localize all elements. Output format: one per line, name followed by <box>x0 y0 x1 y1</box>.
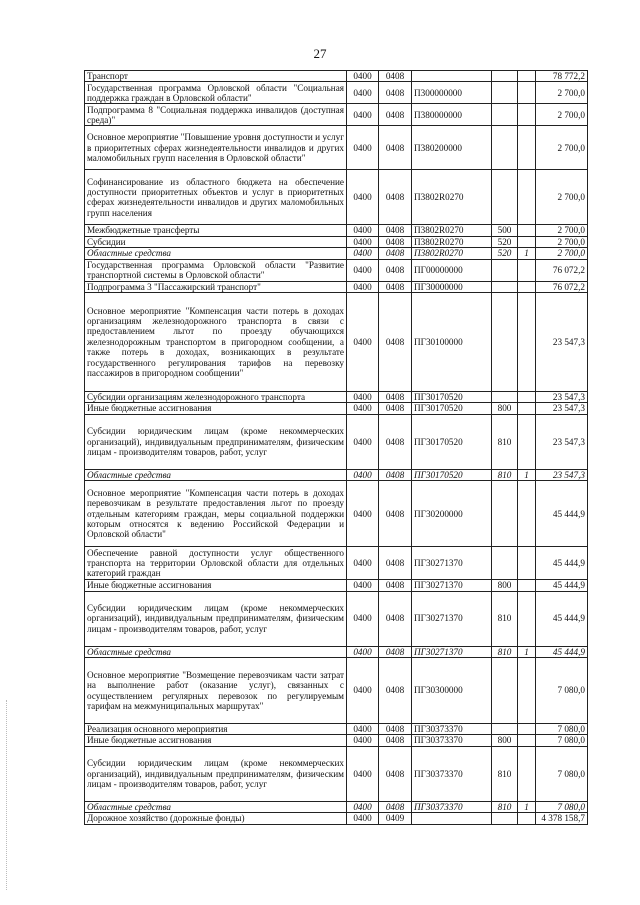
subsection-code-cell: 0408 <box>379 735 412 746</box>
table-row <box>85 724 588 735</box>
expense-type-cell <box>492 104 518 126</box>
table-row <box>85 813 588 824</box>
expense-type-cell: 810 <box>492 469 518 480</box>
amount-cell: 7 080,0 <box>536 801 588 812</box>
table-row <box>85 591 588 646</box>
funding-source-cell: 1 <box>518 801 536 812</box>
row-name-cell: Областные средства <box>85 248 347 259</box>
subsection-code-cell: 0408 <box>379 104 412 126</box>
subsection-code-cell: 0408 <box>379 414 412 469</box>
expense-type-cell <box>492 126 518 170</box>
amount-cell: 2 700,0 <box>536 248 588 259</box>
expense-type-cell: 810 <box>492 591 518 646</box>
subsection-code-cell: 0408 <box>379 392 412 403</box>
table-body <box>85 71 588 825</box>
table-row <box>85 735 588 746</box>
budget-table <box>84 70 588 825</box>
subsection-code-cell: 0408 <box>379 658 412 724</box>
row-name-cell: Государственная программа Орловской области "Развитие транспортной системы в Орловской области" <box>85 259 347 281</box>
target-article-cell <box>412 71 492 82</box>
amount-cell: 76 072,2 <box>536 259 588 281</box>
expense-type-cell: 800 <box>492 735 518 746</box>
funding-source-cell <box>518 259 536 281</box>
subsection-code-cell: 0408 <box>379 724 412 735</box>
section-code-cell: 0400 <box>347 71 379 82</box>
funding-source-cell <box>518 82 536 104</box>
amount-cell: 2 700,0 <box>536 225 588 236</box>
expense-type-cell <box>492 481 518 547</box>
funding-source-cell <box>518 591 536 646</box>
funding-source-cell <box>518 170 536 225</box>
expense-type-cell: 800 <box>492 580 518 591</box>
target-article-cell: ПГ30373370 <box>412 724 492 735</box>
expense-type-cell <box>492 724 518 735</box>
table-row <box>85 403 588 414</box>
amount-cell: 23 547,3 <box>536 414 588 469</box>
section-code-cell: 0400 <box>347 547 379 580</box>
section-code-cell: 0400 <box>347 735 379 746</box>
funding-source-cell <box>518 658 536 724</box>
section-code-cell: 0400 <box>347 170 379 225</box>
subsection-code-cell: 0408 <box>379 248 412 259</box>
table-row <box>85 801 588 812</box>
section-code-cell: 0400 <box>347 469 379 480</box>
table-row <box>85 71 588 82</box>
expense-type-cell <box>492 170 518 225</box>
table-row <box>85 104 588 126</box>
subsection-code-cell: 0408 <box>379 236 412 247</box>
expense-type-cell <box>492 547 518 580</box>
row-name-cell: Иные бюджетные ассигнования <box>85 403 347 414</box>
table-row <box>85 414 588 469</box>
funding-source-cell: 1 <box>518 469 536 480</box>
table-row <box>85 646 588 657</box>
funding-source-cell <box>518 293 536 392</box>
table-row <box>85 469 588 480</box>
funding-source-cell <box>518 71 536 82</box>
row-name-cell: Подпрограмма 8 "Социальная поддержка инвалидов (доступная среда)" <box>85 104 347 126</box>
target-article-cell: ПГ30000000 <box>412 281 492 292</box>
target-article-cell: ПГ30373370 <box>412 746 492 801</box>
target-article-cell: П380200000 <box>412 126 492 170</box>
target-article-cell: ПГ30373370 <box>412 801 492 812</box>
expense-type-cell <box>492 813 518 824</box>
target-article-cell: П3802R0270 <box>412 170 492 225</box>
subsection-code-cell: 0408 <box>379 82 412 104</box>
section-code-cell: 0400 <box>347 724 379 735</box>
target-article-cell: ПГ30271370 <box>412 646 492 657</box>
amount-cell: 76 072,2 <box>536 281 588 292</box>
table-row <box>85 126 588 170</box>
table-row <box>85 236 588 247</box>
expense-type-cell <box>492 281 518 292</box>
row-name-cell: Иные бюджетные ассигнования <box>85 735 347 746</box>
target-article-cell: ПГ30271370 <box>412 580 492 591</box>
funding-source-cell <box>518 236 536 247</box>
row-name-cell: Основное мероприятие "Компенсация части потерь в доходах перевозчикам в результате предоставления льгот по проезду отдельным категориям граждан, меры социальной поддержки которым относятся к ведению Российской Федерации и Орловской области" <box>85 481 347 547</box>
funding-source-cell <box>518 580 536 591</box>
subsection-code-cell: 0408 <box>379 547 412 580</box>
amount-cell: 2 700,0 <box>536 82 588 104</box>
funding-source-cell <box>518 746 536 801</box>
amount-cell: 4 378 158,7 <box>536 813 588 824</box>
section-code-cell: 0400 <box>347 801 379 812</box>
target-article-cell: ПГ30170520 <box>412 392 492 403</box>
expense-type-cell <box>492 293 518 392</box>
funding-source-cell <box>518 414 536 469</box>
table-row <box>85 281 588 292</box>
subsection-code-cell: 0408 <box>379 170 412 225</box>
row-name-cell: Софинансирование из областного бюджета на обеспечение доступности приоритетных объектов и услуг в приоритетных сферах жизнедеятельности инвалидов и других маломобильных групп населения <box>85 170 347 225</box>
target-article-cell: П3802R0270 <box>412 225 492 236</box>
amount-cell: 45 444,9 <box>536 580 588 591</box>
subsection-code-cell: 0408 <box>379 469 412 480</box>
subsection-code-cell: 0408 <box>379 591 412 646</box>
margin-dots <box>6 700 9 890</box>
expense-type-cell: 810 <box>492 414 518 469</box>
section-code-cell: 0400 <box>347 646 379 657</box>
table-row <box>85 259 588 281</box>
expense-type-cell <box>492 392 518 403</box>
row-name-cell: Государственная программа Орловской области "Социальная поддержка граждан в Орловской области" <box>85 82 347 104</box>
amount-cell: 2 700,0 <box>536 126 588 170</box>
target-article-cell <box>412 813 492 824</box>
amount-cell: 78 772,2 <box>536 71 588 82</box>
row-name-cell: Подпрограмма 3 "Пассажирский транспорт" <box>85 281 347 292</box>
table-row <box>85 82 588 104</box>
row-name-cell: Обеспечение равной доступности услуг общественного транспорта на территории Орловской области для отдельных категорий граждан <box>85 547 347 580</box>
section-code-cell: 0400 <box>347 403 379 414</box>
section-code-cell: 0400 <box>347 248 379 259</box>
funding-source-cell <box>518 481 536 547</box>
funding-source-cell <box>518 281 536 292</box>
amount-cell: 7 080,0 <box>536 735 588 746</box>
expense-type-cell: 810 <box>492 801 518 812</box>
section-code-cell: 0400 <box>347 104 379 126</box>
section-code-cell: 0400 <box>347 236 379 247</box>
target-article-cell: ПГ30200000 <box>412 481 492 547</box>
row-name-cell: Межбюджетные трансферты <box>85 225 347 236</box>
amount-cell: 45 444,9 <box>536 646 588 657</box>
subsection-code-cell: 0408 <box>379 481 412 547</box>
expense-type-cell: 800 <box>492 403 518 414</box>
table-row <box>85 392 588 403</box>
row-name-cell: Субсидии юридическим лицам (кроме некоммерческих организаций), индивидуальным предпринимателям, физическим лицам - производителям товаров, работ, услуг <box>85 414 347 469</box>
funding-source-cell <box>518 724 536 735</box>
table-row <box>85 170 588 225</box>
funding-source-cell: 1 <box>518 646 536 657</box>
subsection-code-cell: 0408 <box>379 71 412 82</box>
table-row <box>85 481 588 547</box>
subsection-code-cell: 0408 <box>379 293 412 392</box>
table-row <box>85 658 588 724</box>
funding-source-cell <box>518 392 536 403</box>
section-code-cell: 0400 <box>347 392 379 403</box>
row-name-cell: Субсидии юридическим лицам (кроме некоммерческих организаций), индивидуальным предпринимателям, физическим лицам - производителям товаров, работ, услуг <box>85 746 347 801</box>
subsection-code-cell: 0408 <box>379 403 412 414</box>
row-name-cell: Дорожное хозяйство (дорожные фонды) <box>85 813 347 824</box>
row-name-cell: Иные бюджетные ассигнования <box>85 580 347 591</box>
table-row <box>85 248 588 259</box>
section-code-cell: 0400 <box>347 82 379 104</box>
subsection-code-cell: 0408 <box>379 126 412 170</box>
amount-cell: 23 547,3 <box>536 293 588 392</box>
target-article-cell: ПГ30170520 <box>412 403 492 414</box>
funding-source-cell <box>518 547 536 580</box>
funding-source-cell <box>518 126 536 170</box>
section-code-cell: 0400 <box>347 281 379 292</box>
section-code-cell: 0400 <box>347 746 379 801</box>
section-code-cell: 0400 <box>347 481 379 547</box>
subsection-code-cell: 0408 <box>379 259 412 281</box>
subsection-code-cell: 0408 <box>379 580 412 591</box>
expense-type-cell: 520 <box>492 236 518 247</box>
amount-cell: 7 080,0 <box>536 746 588 801</box>
section-code-cell: 0400 <box>347 658 379 724</box>
expense-type-cell: 810 <box>492 746 518 801</box>
row-name-cell: Транспорт <box>85 71 347 82</box>
row-name-cell: Основное мероприятие "Повышение уровня доступности и услуг в приоритетных сферах жизнедеятельности инвалидов и других маломобильных групп населения в Орловской области" <box>85 126 347 170</box>
funding-source-cell <box>518 225 536 236</box>
target-article-cell: ПГ30373370 <box>412 735 492 746</box>
amount-cell: 23 547,3 <box>536 392 588 403</box>
amount-cell: 2 700,0 <box>536 104 588 126</box>
subsection-code-cell: 0408 <box>379 225 412 236</box>
row-name-cell: Основное мероприятие "Компенсация части потерь в доходах организациям железнодорожного транспорта в связи с предоставлением льгот по проезду обучающихся железнодорожным транспортом в пригородном сообщении, а также потерь в доходах, возникающих в результате государственного регулирования тарифов на перевозку пассажиров в пригородном сообщении" <box>85 293 347 392</box>
amount-cell: 2 700,0 <box>536 236 588 247</box>
row-name-cell: Субсидии организациям железнодорожного транспорта <box>85 392 347 403</box>
amount-cell: 7 080,0 <box>536 724 588 735</box>
row-name-cell: Субсидии <box>85 236 347 247</box>
section-code-cell: 0400 <box>347 259 379 281</box>
expense-type-cell <box>492 82 518 104</box>
row-name-cell: Субсидии юридическим лицам (кроме некоммерческих организаций), индивидуальным предпринимателям, физическим лицам - производителям товаров, работ, услуг <box>85 591 347 646</box>
row-name-cell: Областные средства <box>85 801 347 812</box>
target-article-cell: ПГ30300000 <box>412 658 492 724</box>
expense-type-cell <box>492 658 518 724</box>
amount-cell: 2 700,0 <box>536 170 588 225</box>
target-article-cell: ПГ30271370 <box>412 547 492 580</box>
table-row <box>85 293 588 392</box>
table-row <box>85 547 588 580</box>
section-code-cell: 0400 <box>347 293 379 392</box>
section-code-cell: 0400 <box>347 414 379 469</box>
subsection-code-cell: 0408 <box>379 801 412 812</box>
page-number: 27 <box>313 46 327 61</box>
row-name-cell: Областные средства <box>85 646 347 657</box>
target-article-cell: П3802R0270 <box>412 248 492 259</box>
expense-type-cell: 520 <box>492 248 518 259</box>
amount-cell: 45 444,9 <box>536 481 588 547</box>
target-article-cell: ПГ30100000 <box>412 293 492 392</box>
target-article-cell: П300000000 <box>412 82 492 104</box>
funding-source-cell <box>518 104 536 126</box>
amount-cell: 23 547,3 <box>536 403 588 414</box>
funding-source-cell <box>518 735 536 746</box>
expense-type-cell <box>492 259 518 281</box>
section-code-cell: 0400 <box>347 225 379 236</box>
expense-type-cell: 810 <box>492 646 518 657</box>
expense-type-cell <box>492 71 518 82</box>
table-row <box>85 225 588 236</box>
subsection-code-cell: 0408 <box>379 646 412 657</box>
subsection-code-cell: 0408 <box>379 746 412 801</box>
subsection-code-cell: 0408 <box>379 281 412 292</box>
amount-cell: 45 444,9 <box>536 591 588 646</box>
amount-cell: 7 080,0 <box>536 658 588 724</box>
amount-cell: 45 444,9 <box>536 547 588 580</box>
table-row <box>85 746 588 801</box>
section-code-cell: 0400 <box>347 813 379 824</box>
subsection-code-cell: 0409 <box>379 813 412 824</box>
funding-source-cell <box>518 813 536 824</box>
target-article-cell: П380000000 <box>412 104 492 126</box>
section-code-cell: 0400 <box>347 126 379 170</box>
expense-type-cell: 500 <box>492 225 518 236</box>
target-article-cell: ПГ30271370 <box>412 591 492 646</box>
section-code-cell: 0400 <box>347 580 379 591</box>
target-article-cell: П3802R0270 <box>412 236 492 247</box>
amount-cell: 23 547,3 <box>536 469 588 480</box>
row-name-cell: Реализация основного мероприятия <box>85 724 347 735</box>
target-article-cell: ПГ30170520 <box>412 414 492 469</box>
section-code-cell: 0400 <box>347 591 379 646</box>
target-article-cell: ПГ00000000 <box>412 259 492 281</box>
funding-source-cell: 1 <box>518 248 536 259</box>
row-name-cell: Основное мероприятие "Возмещение перевозчикам части затрат на выполнение работ (оказание услуг), связанных с осуществлением регулярных перевозок по регулируемым тарифам на межмуниципальных маршрутах" <box>85 658 347 724</box>
table-row <box>85 580 588 591</box>
row-name-cell: Областные средства <box>85 469 347 480</box>
funding-source-cell <box>518 403 536 414</box>
target-article-cell: ПГ30170520 <box>412 469 492 480</box>
